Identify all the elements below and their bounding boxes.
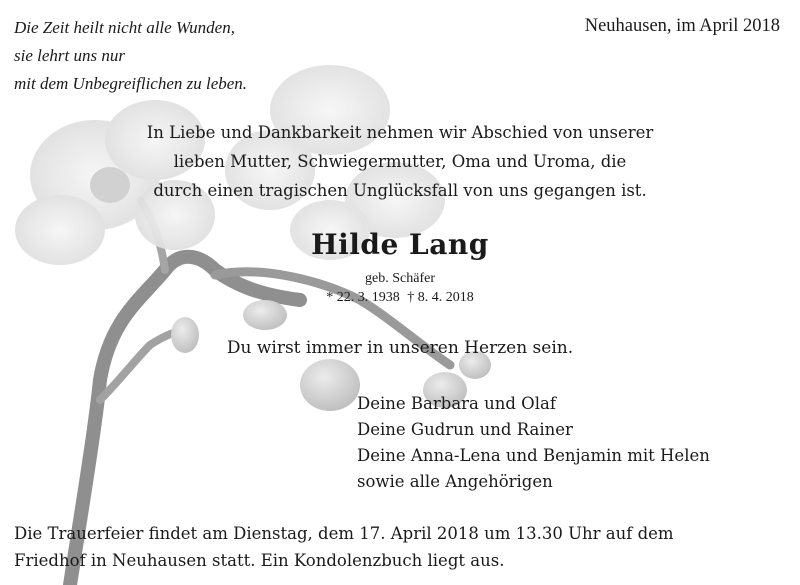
service-line: Friedhof in Neuhausen statt. Ein Kondolenzbuch liegt aus. [14,551,505,570]
life-dates [0,290,800,306]
death-date: † 8. 4. 2018 [407,290,474,305]
motto-line: sie lehrt uns nur [14,46,125,65]
intro-text [0,118,800,205]
mourner-line: Deine Gudrun und Rainer [357,420,573,439]
motto-quote [14,14,247,98]
mourners-list [357,391,710,495]
mourner-line: Deine Anna-Lena und Benjamin mit Helen [357,446,710,465]
mourner-line: Deine Barbara und Olaf [357,394,556,413]
mourner-line: sowie alle Angehörigen [357,472,553,491]
birth-date: * 22. 3. 1938 [326,290,400,305]
intro-line: In Liebe und Dankbarkeit nehmen wir Abschied von unserer [146,123,654,142]
remembrance-line: Du wirst immer in unseren Herzen sein. [226,338,574,358]
motto-line: Die Zeit heilt nicht alle Wunden, [14,18,235,37]
intro-line: durch einen tragischen Unglücksfall von uns gegangen ist. [153,181,647,200]
deceased-name: Hilde Lang [311,228,489,261]
funeral-service-info [14,520,674,574]
birth-name: geb. Schäfer [365,271,435,286]
motto-line: mit dem Unbegreiflichen zu leben. [14,74,248,93]
orchid-bud [300,359,360,411]
service-line: Die Trauerfeier findet am Dienstag, dem 17. April 2018 um 13.30 Uhr auf dem [14,524,674,543]
intro-line: lieben Mutter, Schwiegermutter, Oma und Uroma, die [173,152,627,171]
place-date: Neuhausen, im April 2018 [584,16,780,36]
